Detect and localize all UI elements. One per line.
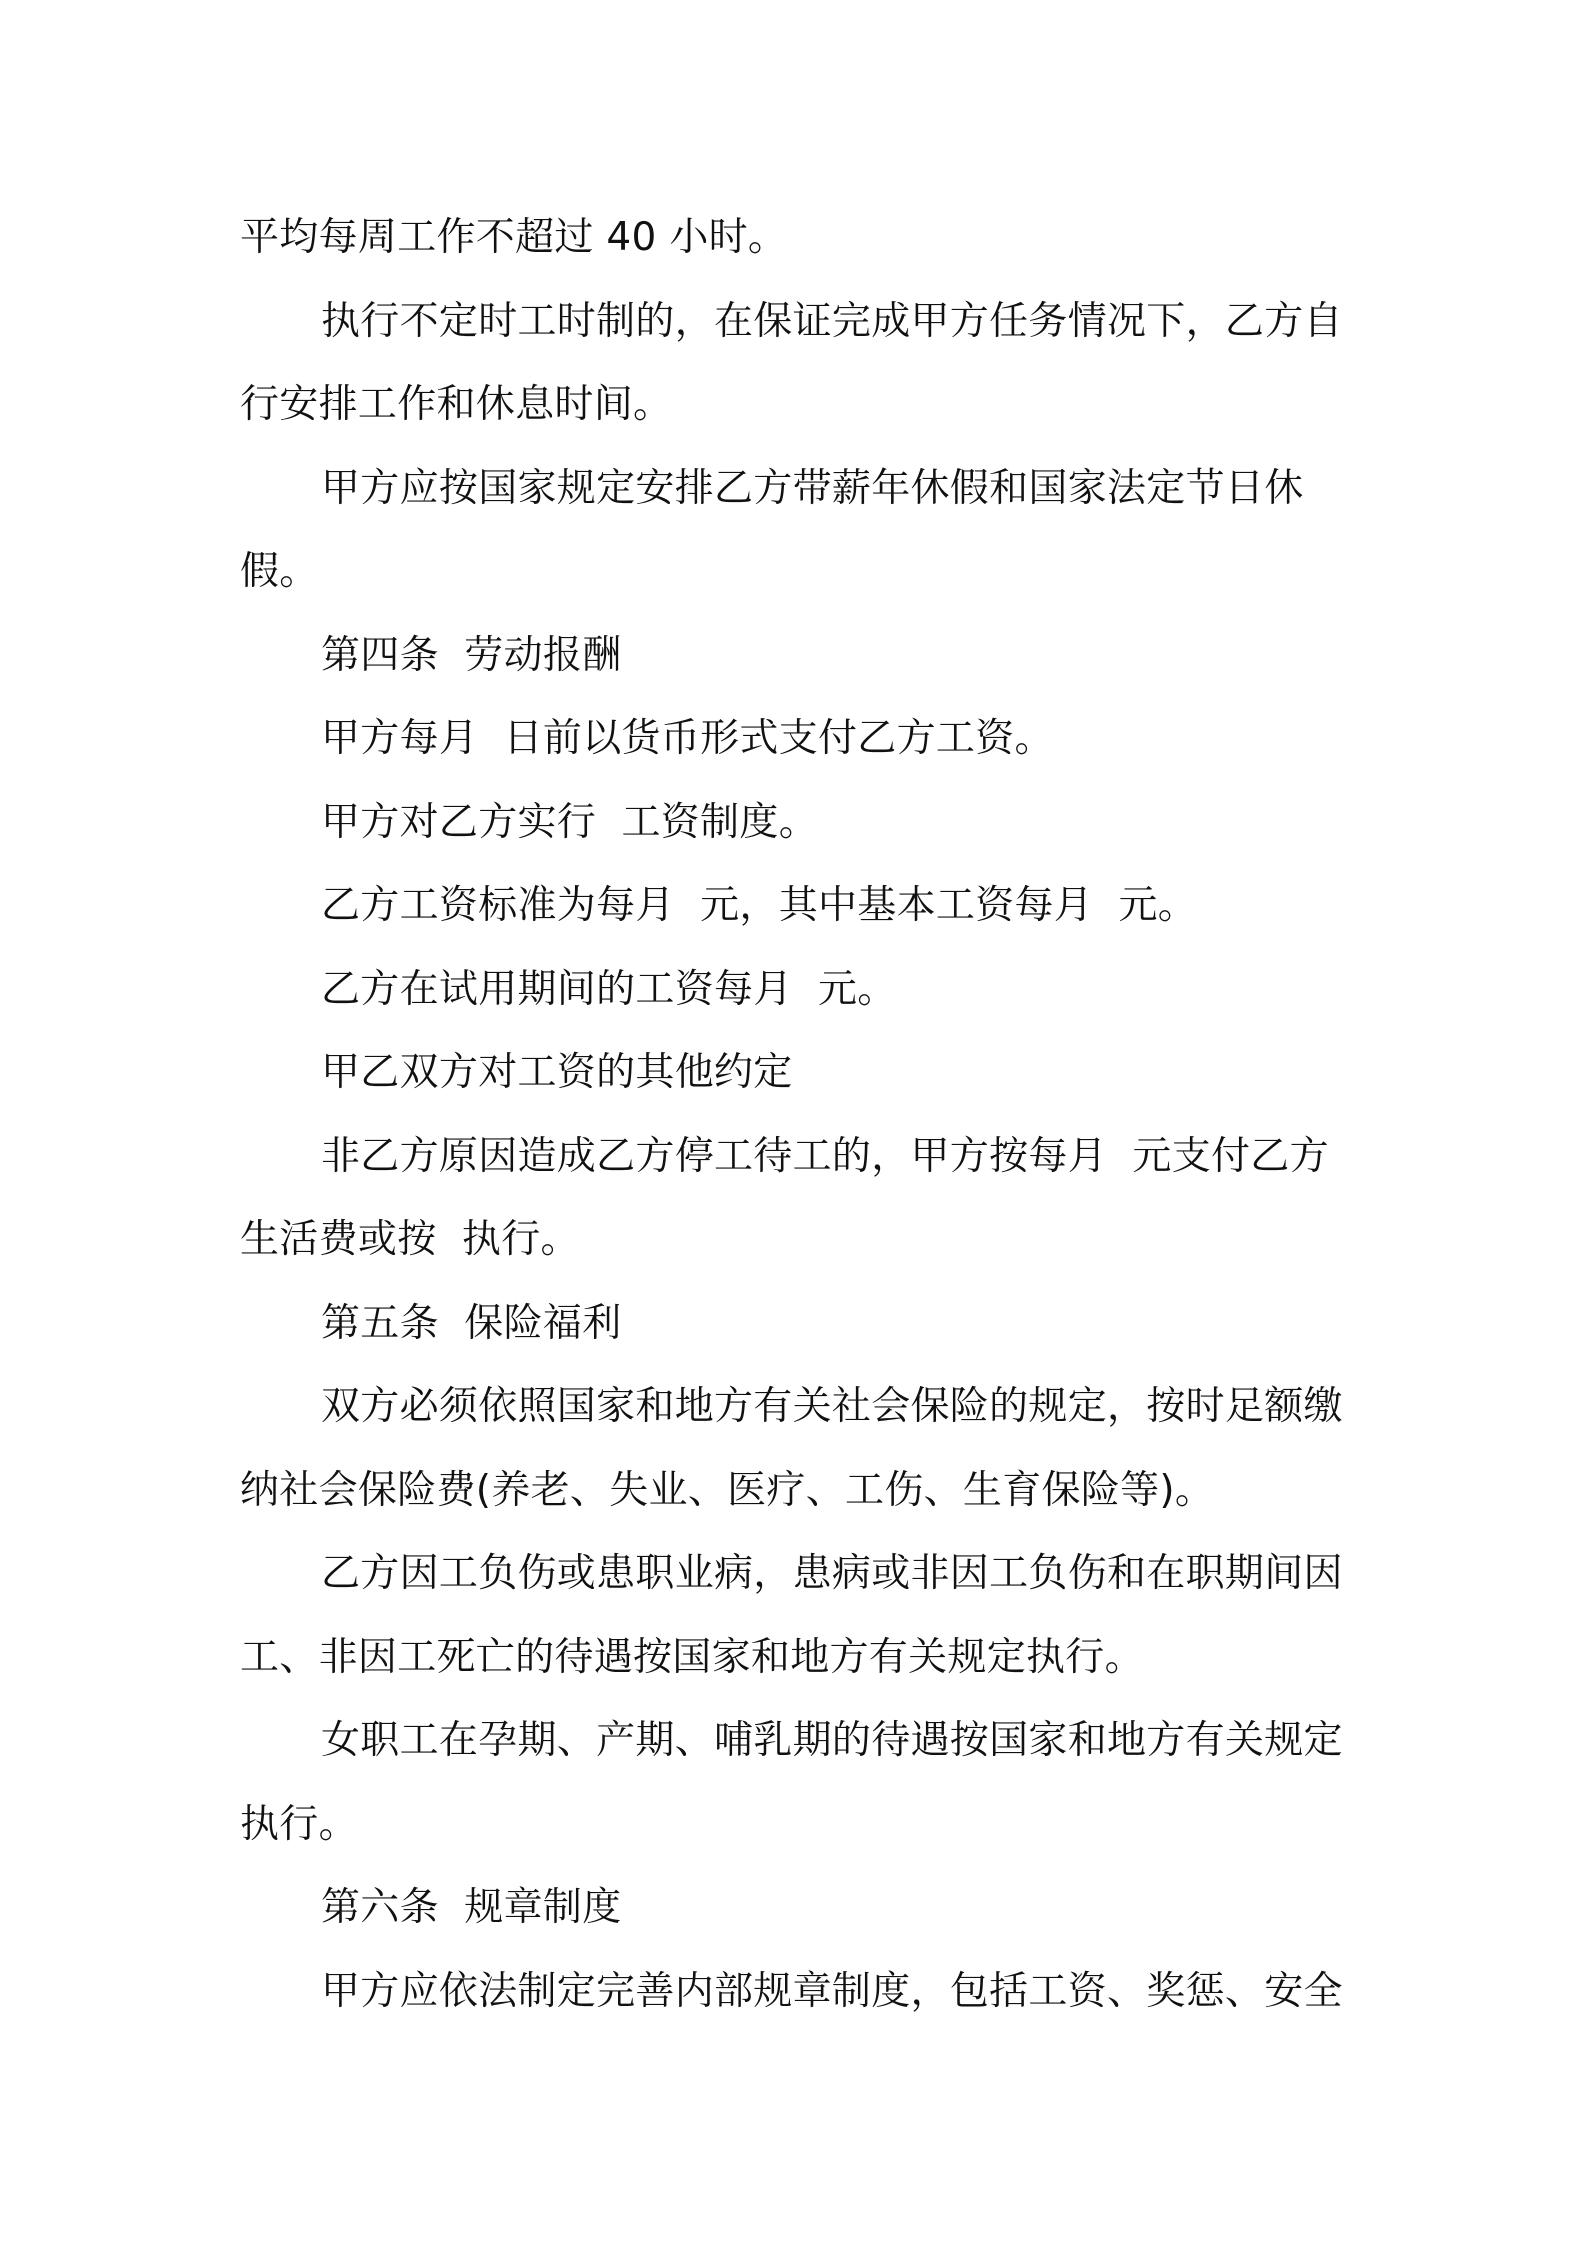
text-line-18: 工、非因工死亡的待遇按国家和地方有关规定执行。 (240, 1634, 1144, 1680)
text-line-10: 乙方在试用期间的工资每月 元。 (321, 966, 897, 1012)
text-line-19: 女职工在孕期、产期、哺乳期的待遇按国家和地方有关规定 (321, 1718, 1343, 1763)
text-line-7: 甲方每月 日前以货币形式支付乙方工资。 (321, 716, 1054, 761)
text-line-16: 纳社会保险费(养老、失业、医疗、工伤、生育保险等)。 (240, 1467, 1215, 1513)
article-6-heading: 第六条 规章制度 (321, 1885, 622, 1930)
text-line-15: 双方必须依照国家和地方有关社会保险的规定，按时足额缴 (321, 1384, 1343, 1429)
text-line-9: 乙方工资标准为每月 元，其中基本工资每月 元。 (321, 883, 1198, 928)
text-line-22: 甲方应依法制定完善内部规章制度，包括工资、奖惩、安全 (321, 1968, 1343, 2014)
text-line-1: 平均每周工作不超过 40 小时。 (240, 215, 788, 260)
text-line-11: 甲乙双方对工资的其他约定 (321, 1050, 793, 1095)
text-line-12: 非乙方原因造成乙方停工待工的，甲方按每月 元支付乙方 (321, 1133, 1329, 1179)
text-line-8: 甲方对乙方实行 工资制度。 (321, 799, 818, 845)
text-line-3: 行安排工作和休息时间。 (240, 382, 673, 427)
text-line-17: 乙方因工负伤或患职业病，患病或非因工负伤和在职期间因 (321, 1551, 1343, 1596)
document-body (240, 196, 1360, 2033)
text-line-2: 执行不定时工时制的，在保证完成甲方任务情况下，乙方自 (321, 298, 1343, 344)
article-5-heading: 第五条 保险福利 (321, 1300, 622, 1346)
text-line-13: 生活费或按 执行。 (240, 1217, 580, 1262)
text-line-4: 甲方应按国家规定安排乙方带薪年休假和国家法定节日休 (321, 465, 1304, 511)
text-line-20: 执行。 (240, 1801, 358, 1847)
article-4-heading: 第四条 劳动报酬 (321, 632, 622, 678)
text-line-5: 假。 (240, 549, 319, 594)
